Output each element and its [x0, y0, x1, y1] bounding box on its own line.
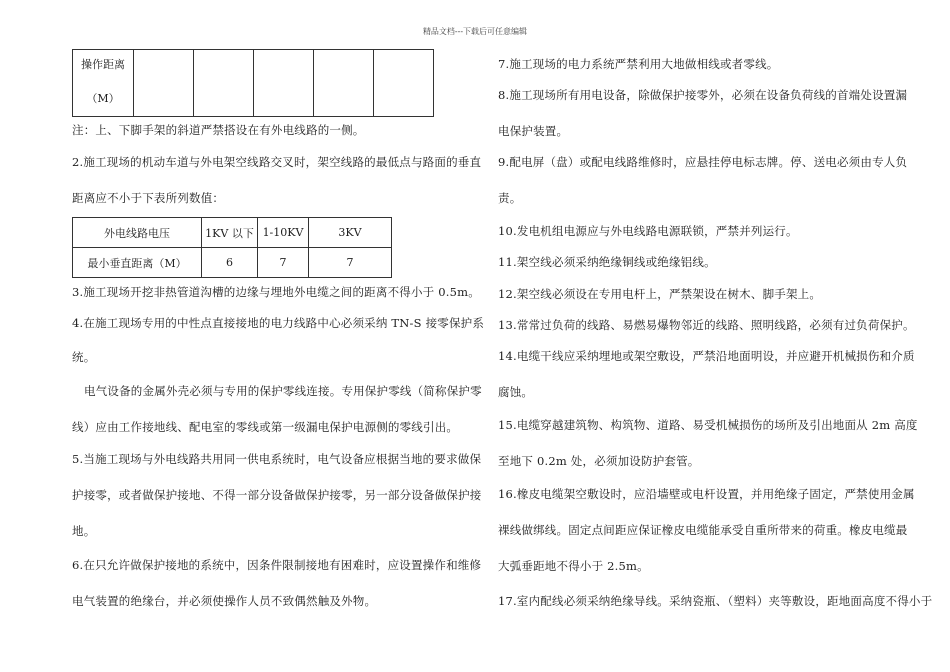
paragraph-5-cont: 护接零，或者做保护接地、不得一部分设备做保护接零，另一部分设备做保护接	[72, 488, 482, 502]
table-header-cell: 1-10KV	[258, 218, 309, 248]
paragraph-16-cont: 裸线做绑线。固定点间距应保证橡皮电缆能承受自重所带来的荷重。橡皮电缆最	[498, 523, 908, 537]
paragraph-15: 15.电缆穿越建筑物、构筑物、道路、易受机械损伤的场所及引出地面从 2m 高度	[498, 418, 918, 432]
paragraph-14-cont: 腐蚀。	[498, 385, 534, 399]
table-cell: 6	[202, 248, 258, 278]
paragraph-5: 5.当施工现场与外电线路共用同一供电系统时，电气设备应根据当地的要求做保	[72, 452, 482, 466]
paragraph-17: 17.室内配线必须采纳绝缘导线。采纳瓷瓶、（塑料）夹等敷设，距地面高度不得小于	[498, 594, 933, 608]
table-cell	[194, 50, 254, 117]
table-row	[73, 218, 392, 248]
paragraph-6-cont: 电气装置的绝缘台，并必须使操作人员不致偶然触及外物。	[72, 594, 377, 608]
table-cell	[374, 50, 434, 117]
table-header-cell: 外电线路电压	[73, 218, 202, 248]
paragraph-2-cont: 距离应不小于下表所列数值：	[72, 191, 225, 205]
table-row	[73, 248, 392, 278]
paragraph-16-end: 大弧垂距地不得小于 2.5m。	[498, 559, 649, 573]
paragraph-9: 9.配电屏（盘）或配电线路维修时，应悬挂停电标志牌。停、送电必须由专人负	[498, 155, 908, 169]
table-note: 注：上、下脚手架的斜道严禁搭设在有外电线路的一侧。	[72, 123, 365, 137]
table-cell	[134, 50, 194, 117]
paragraph-13: 13.常常过负荷的线路、易燃易爆物邻近的线路、照明线路，必须有过负荷保护。	[498, 318, 915, 332]
paragraph-4-cont: 统。	[72, 350, 96, 364]
operating-distance-table	[72, 49, 434, 117]
page-header-note: 精品文档---下载后可任意编辑	[422, 27, 528, 36]
paragraph-5-end: 地。	[72, 524, 96, 538]
paragraph-12: 12.架空线必须设在专用电杆上，严禁架设在树木、脚手架上。	[498, 287, 822, 301]
paragraph-10: 10.发电机组电源应与外电线路电源联锁，严禁并列运行。	[498, 224, 798, 238]
paragraph-11: 11.架空线必须采纳绝缘铜线或绝缘铝线。	[498, 255, 716, 269]
paragraph-6: 6.在只允许做保护接地的系统中，因条件限制接地有困难时，应设置操作和维修	[72, 558, 482, 572]
paragraph-8: 8.施工现场所有用电设备，除做保护接零外，必须在设备负荷线的首端处设置漏	[498, 88, 908, 102]
paragraph-15-cont: 至地下 0.2m 处，必须加设防护套管。	[498, 454, 700, 468]
paragraph-7: 7.施工现场的电力系统严禁利用大地做相线或者零线。	[498, 57, 779, 71]
operating-distance-label: 操作距离 （M）	[73, 50, 134, 117]
table-cell: 7	[309, 248, 392, 278]
table-row	[73, 50, 434, 117]
table-cell	[314, 50, 374, 117]
vertical-distance-table	[72, 217, 392, 278]
table-header-cell: 3KV	[309, 218, 392, 248]
paragraph-4: 4.在施工现场专用的中性点直接接地的电力线路中心必须采纳 TN-S 接零保护系	[72, 316, 485, 330]
table-cell	[254, 50, 314, 117]
paragraph-8-cont: 电保护装置。	[498, 124, 569, 138]
paragraph-14: 14.电缆干线应采纳埋地或架空敷设，严禁沿地面明设，并应避开机械损伤和介质	[498, 349, 915, 363]
table-cell: 最小垂直距离（M）	[73, 248, 202, 278]
paragraph-4b: 电气设备的金属外壳必须与专用的保护零线连接。专用保护零线（简称保护零	[84, 384, 482, 398]
paragraph-4b-cont: 线）应由工作接地线、配电室的零线或第一级漏电保护电源侧的零线引出。	[72, 420, 459, 434]
paragraph-2: 2.施工现场的机动车道与外电架空线路交叉时，架空线路的最低点与路面的垂直	[72, 155, 482, 169]
paragraph-16: 16.橡皮电缆架空敷设时，应沿墙壁或电杆设置，并用绝缘子固定，严禁使用金属	[498, 487, 915, 501]
paragraph-3: 3.施工现场开挖非热管道沟槽的边缘与埋地外电缆之间的距离不得小于 0.5m。	[72, 285, 480, 299]
table-header-cell: 1KV 以下	[202, 218, 258, 248]
paragraph-9-cont: 责。	[498, 191, 522, 205]
table-cell: 7	[258, 248, 309, 278]
